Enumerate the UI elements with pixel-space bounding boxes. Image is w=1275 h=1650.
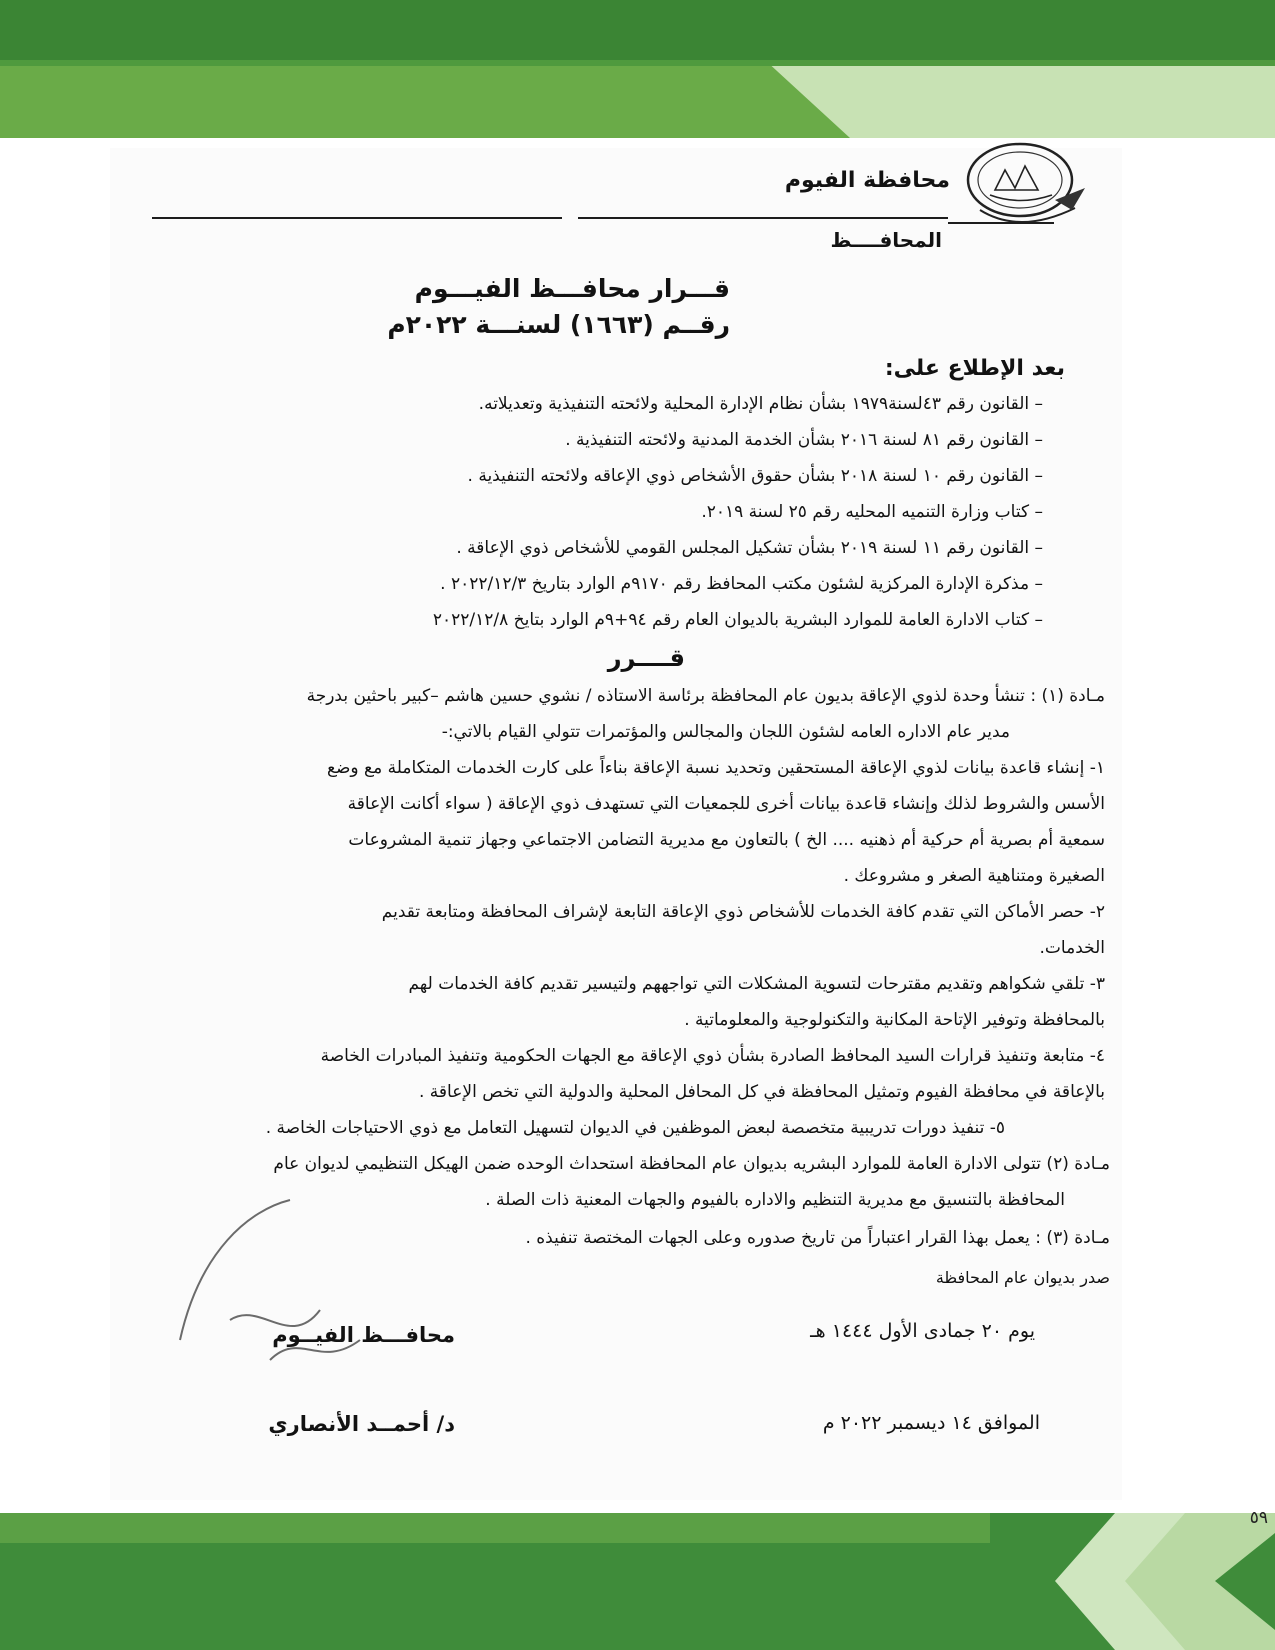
preamble-item-text: مذكرة الإدارة المركزية لشئون مكتب المحافظ رقم ٩١٧٠م الوارد بتاريخ ٢٠٢٢/١٢/٣ .	[440, 574, 1030, 594]
article-1-line: مدير عام الاداره العامه لشئون اللجان والمجالس والمؤتمرات تتولي القيام بالاتي:-	[441, 722, 1010, 742]
article-2-line: المحافظة بالتنسيق مع مديرية التنظيم والاداره بالفيوم والجهات المعنية ذات الصلة .	[485, 1190, 1065, 1210]
preamble-item	[433, 610, 1043, 630]
list-dash: –	[1029, 538, 1043, 558]
decree-number: رقــم (١٦٦٣) لسنـــة ٢٠٢٢م	[387, 310, 730, 339]
list-dash: –	[1029, 502, 1043, 522]
article-1-item-5: ٥- تنفيذ دورات تدريبية متخصصة لبعض الموظفين في الديوان لتسهيل التعامل مع ذوي الاحتياجات الخاصة .	[265, 1118, 1005, 1138]
preamble-item	[565, 430, 1043, 450]
article-1-item-3: بالمحافظة وتوفير الإتاحة المكانية والتكنولوجية والمعلوماتية .	[684, 1010, 1105, 1030]
decree-title: قـــرار محافـــظ الفيـــوم	[414, 274, 730, 303]
preamble-item-text: كتاب وزارة التنميه المحليه رقم ٢٥ لسنة ٢٠١٩.	[701, 502, 1030, 522]
preamble-item	[479, 394, 1043, 414]
article-1-item-1: ١- إنشاء قاعدة بيانات لذوي الإعاقة المستحقين وتحديد نسبة الإعاقة بناءاً على كارت الخدمات المتكاملة مع وضع	[326, 758, 1105, 778]
governorate-name: محافظة الفيوم	[784, 168, 950, 193]
page-number: ٥٩	[1249, 1508, 1268, 1528]
article-1-line: مـادة (١) : تنشأ وحدة لذوي الإعاقة بديون عام المحافظة برئاسة الاستاذه / نشوي حسين هاشم –كبير باحثين بدرجة	[306, 686, 1105, 706]
issued-at: صدر بديوان عام المحافظة	[935, 1268, 1110, 1287]
preamble-item	[701, 502, 1043, 522]
list-dash: –	[1029, 430, 1043, 450]
preamble-item-text: القانون رقم ١٠ لسنة ٢٠١٨ بشأن حقوق الأشخاص ذوي الإعاقه ولائحته التنفيذية .	[467, 466, 1030, 486]
article-3-line: مـادة (٣) : يعمل بهذا القرار اعتباراً من تاريخ صدوره وعلى الجهات المختصة تنفيذه .	[525, 1228, 1110, 1248]
article-1-item-1: الصغيرة ومتناهية الصغر و مشروعك .	[843, 866, 1105, 886]
preamble-item-text: القانون رقم ٨١ لسنة ٢٠١٦ بشأن الخدمة المدنية ولائحته التنفيذية .	[565, 430, 1030, 450]
signatory-name: د/ أحمــد الأنصاري	[268, 1412, 455, 1436]
preamble-item-text: كتاب الادارة العامة للموارد البشرية بالديوان العام رقم ٩٤+٩م الوارد بتايخ ٢٠٢٢/١٢/٨	[432, 610, 1030, 630]
letterhead-rule-tail	[948, 222, 1054, 224]
preamble-item	[456, 538, 1043, 558]
list-dash: –	[1029, 394, 1043, 414]
list-dash: –	[1029, 574, 1043, 594]
list-dash: –	[1029, 610, 1043, 630]
article-1-item-4: ٤- متابعة وتنفيذ قرارات السيد المحافظ الصادرة بشأن ذوي الإعاقة مع الجهات الحكومية وتنفيذ المبادرات الخاصة	[320, 1046, 1105, 1066]
header-light-wedge	[0, 60, 1275, 138]
article-1-item-1: الأسس والشروط لذلك وإنشاء قاعدة بيانات أخرى للجمعيات التي تستهدف ذوي الإعاقة ( سواء أكانت الإعاقة	[347, 794, 1105, 814]
hijri-date: يوم ٢٠ جمادى الأول ١٤٤٤ هـ	[810, 1320, 1035, 1342]
handwritten-signature	[170, 1190, 430, 1390]
article-1-item-1: سمعية أم بصرية أم حركية أم ذهنيه .... الخ ) بالتعاون مع مديرية التضامن الاجتماعي وجهاز تنمية المشروعات	[348, 830, 1105, 850]
preamble-item	[440, 574, 1043, 594]
letterhead-rule-right	[578, 217, 948, 219]
article-1-item-4: بالإعاقة في محافظة الفيوم وتمثيل المحافظة في كل المحافل المحلية والدولية التي تخص الإعاقة .	[419, 1082, 1105, 1102]
preamble-item-text: القانون رقم ٤٣لسنة١٩٧٩ بشأن نظام الإدارة المحلية ولائحته التنفيذية وتعديلاته.	[478, 394, 1030, 414]
article-2-line: مـادة (٢) تتولى الادارة العامة للموارد البشريه بديوان عام المحافظة استحداث الوحده ضمن الهيكل التنظيمي لديوان عام	[273, 1154, 1110, 1174]
list-dash: –	[1029, 466, 1043, 486]
decision-heading: قــــرر	[607, 644, 685, 672]
governor-office-label: المحافــــظ	[830, 228, 942, 252]
governorate-seal-icon	[960, 140, 1100, 240]
header-band-top	[0, 0, 1275, 60]
signatory-title: محافـــظ الفيــوم	[272, 1323, 455, 1347]
preamble-item	[468, 466, 1043, 486]
letterhead-rule-left	[152, 217, 562, 219]
preamble-heading: بعد الإطلاع على:	[884, 356, 1065, 381]
article-1-item-2: ٢- حصر الأماكن التي تقدم كافة الخدمات للأشخاص ذوي الإعاقة التابعة لإشراف المحافظة ومتابعة تقديم	[381, 902, 1105, 922]
preamble-item-text: القانون رقم ١١ لسنة ٢٠١٩ بشأن تشكيل المجلس القومي للأشخاص ذوي الإعاقة .	[456, 538, 1030, 558]
gregorian-date: الموافق ١٤ ديسمبر ٢٠٢٢ م	[822, 1412, 1040, 1434]
footer-chevron-icon	[990, 1513, 1275, 1650]
article-1-item-3: ٣- تلقي شكواهم وتقديم مقترحات لتسوية المشكلات التي تواجههم ولتيسير تقديم كافة الخدمات لهم	[408, 974, 1105, 994]
article-1-item-2: الخدمات.	[1039, 938, 1105, 958]
